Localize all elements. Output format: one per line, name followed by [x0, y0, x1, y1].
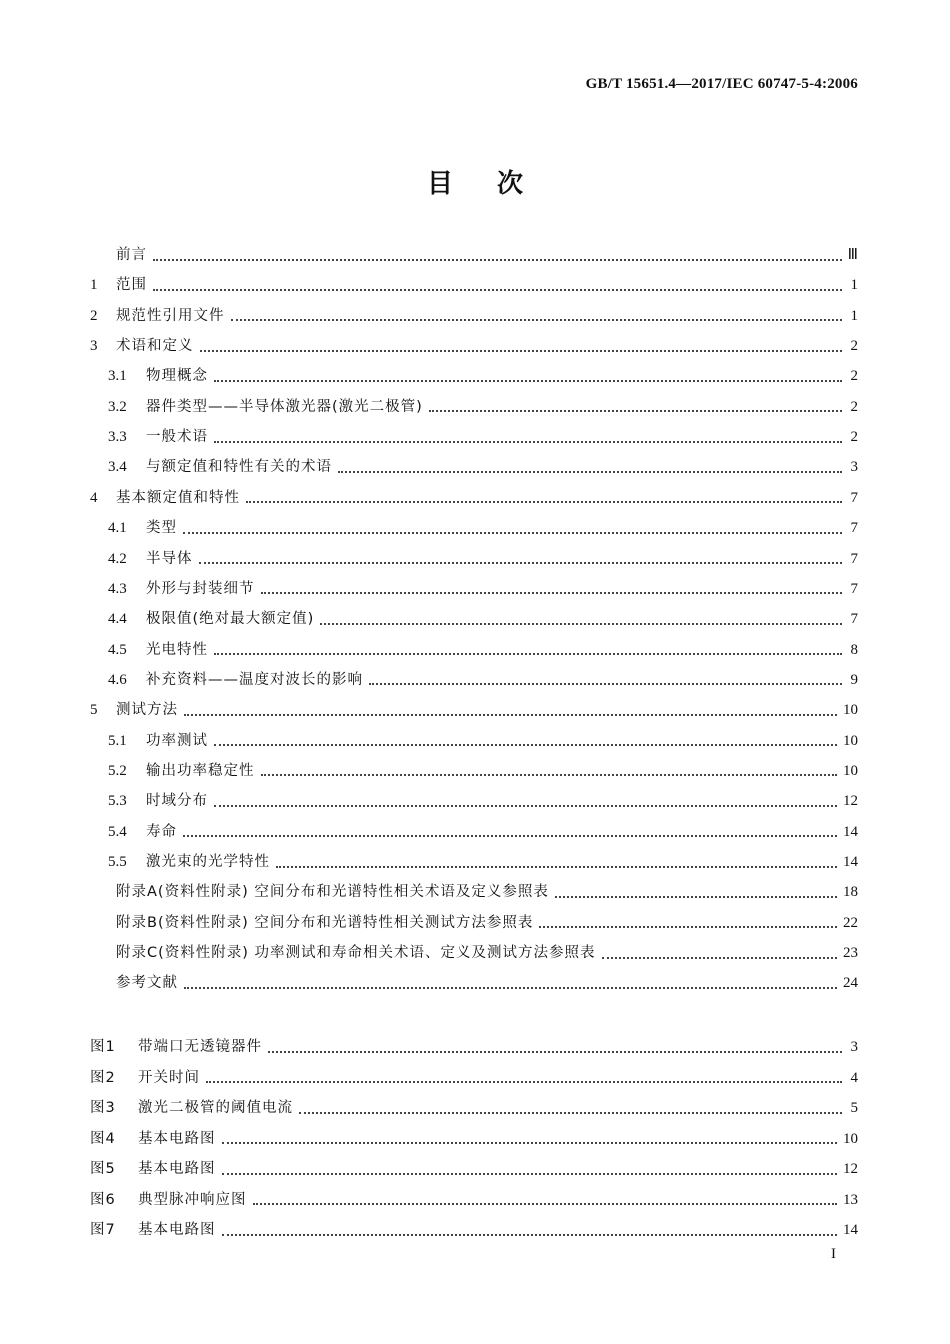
- toc-entry[interactable]: [90, 456, 858, 478]
- toc-entry-number: 5: [90, 702, 98, 719]
- dot-leader: [183, 531, 842, 534]
- figure-title: 基本电路图: [138, 1161, 216, 1177]
- figure-list-entry[interactable]: [90, 1067, 858, 1089]
- dot-leader: [153, 258, 842, 261]
- toc-entry-number: 5.3: [108, 793, 127, 810]
- toc-entry-label: 范围: [116, 277, 147, 294]
- figure-list-entry[interactable]: [90, 1158, 858, 1180]
- figure-number: 图6: [90, 1191, 116, 1208]
- toc-entry-page: 2: [850, 338, 858, 355]
- toc-entry-page: 9: [850, 671, 858, 688]
- dot-leader: [261, 773, 838, 776]
- toc-entry[interactable]: [90, 851, 858, 873]
- toc-entry-page: 24: [843, 975, 858, 992]
- figure-title: 激光二极管的阈值电流: [138, 1100, 293, 1116]
- toc-entry-label: 一般术语: [146, 429, 208, 446]
- dot-leader: [555, 895, 837, 898]
- toc-entry-page: Ⅲ: [847, 247, 858, 263]
- dot-leader: [214, 379, 842, 382]
- toc-entry[interactable]: [90, 487, 858, 509]
- figure-title: 开关时间: [138, 1069, 200, 1086]
- figure-title: 基本电路图: [138, 1130, 216, 1147]
- toc-entry-page: 1: [850, 277, 858, 294]
- figure-number: 图1: [90, 1039, 116, 1055]
- figure-list-entry[interactable]: [90, 1097, 858, 1119]
- figure-page: 4: [850, 1069, 858, 1086]
- toc-entry-page: 7: [850, 520, 858, 537]
- figure-title: 基本电路图: [138, 1222, 216, 1238]
- toc-entry-page: 22: [843, 914, 858, 931]
- toc-entry-page: 10: [843, 702, 858, 719]
- figure-list-entry[interactable]: [90, 1036, 858, 1058]
- dot-leader: [199, 561, 843, 564]
- toc-entry[interactable]: [90, 274, 858, 296]
- toc-entry[interactable]: [90, 578, 858, 600]
- toc-entry[interactable]: [90, 881, 858, 903]
- figure-number: 图4: [90, 1130, 116, 1147]
- dot-leader: [539, 925, 837, 928]
- toc-entry[interactable]: [90, 912, 858, 934]
- toc-entry-number: 4.5: [108, 641, 127, 658]
- toc-entry[interactable]: [90, 335, 858, 357]
- dot-leader: [184, 986, 837, 989]
- figure-page: 14: [843, 1222, 858, 1238]
- toc-entry-page: 10: [843, 732, 858, 749]
- toc-entry-label: 寿命: [146, 823, 177, 840]
- toc-entry-page: 2: [850, 368, 858, 385]
- dot-leader: [222, 1233, 838, 1236]
- toc-entry[interactable]: [90, 305, 858, 327]
- toc-entry-page: 7: [850, 611, 858, 628]
- toc-entry-number: 5.1: [108, 732, 127, 749]
- toc-entry[interactable]: [90, 730, 858, 752]
- toc-entry-label: 外形与封装细节: [146, 580, 255, 597]
- dot-leader: [231, 318, 843, 321]
- toc-entry-page: 7: [850, 489, 858, 506]
- toc-entry-number: 5.4: [108, 823, 127, 840]
- toc-entry-label: 术语和定义: [116, 338, 194, 355]
- toc-entry-page: 7: [850, 580, 858, 597]
- figure-number: 图5: [90, 1161, 116, 1177]
- toc-entry-page: 2: [850, 398, 858, 415]
- toc-entry[interactable]: [90, 244, 858, 266]
- figure-page: 12: [843, 1161, 858, 1177]
- toc-entry-page: 3: [850, 459, 858, 476]
- toc-entry-label: 补充资料——温度对波长的影响: [146, 671, 363, 688]
- dot-leader: [214, 440, 842, 443]
- toc-entry[interactable]: [90, 699, 858, 721]
- page-number: I: [831, 1246, 836, 1262]
- dot-leader: [214, 743, 837, 746]
- toc-entry-label: 物理概念: [146, 368, 208, 385]
- toc-entry-label: 与额定值和特性有关的术语: [146, 459, 332, 476]
- toc-entry[interactable]: [90, 942, 858, 964]
- toc-entry[interactable]: [90, 790, 858, 812]
- dot-leader: [369, 682, 842, 685]
- toc-entry-label: 参考文献: [116, 975, 178, 992]
- dot-leader: [261, 591, 843, 594]
- toc-entry-number: 5.2: [108, 762, 127, 779]
- dot-leader: [222, 1141, 838, 1144]
- toc-entry-label: 规范性引用文件: [116, 307, 225, 324]
- toc-entry[interactable]: [90, 669, 858, 691]
- dot-leader: [200, 349, 843, 352]
- toc-entry-page: 14: [843, 823, 858, 840]
- figure-page: 13: [843, 1191, 858, 1208]
- toc-entry-label: 基本额定值和特性: [116, 489, 240, 506]
- toc-entry-number: 5.5: [108, 854, 127, 870]
- figure-page: 3: [850, 1039, 858, 1055]
- dot-leader: [206, 1080, 842, 1083]
- toc-entry[interactable]: [90, 972, 858, 994]
- toc-entry-label: 前言: [116, 247, 147, 263]
- toc-entry[interactable]: [90, 426, 858, 448]
- toc-entry-number: 2: [90, 307, 98, 324]
- page-title: 目次: [426, 169, 567, 199]
- toc-entry-label: 附录C(资料性附录) 功率测试和寿命相关术语、定义及测试方法参照表: [116, 945, 596, 962]
- toc-entry-label: 附录A(资料性附录) 空间分布和光谱特性相关术语及定义参照表: [116, 884, 549, 901]
- toc-entry[interactable]: [90, 821, 858, 843]
- standard-code-header: GB/T 15651.4—2017/IEC 60747-5-4:2006: [585, 76, 858, 92]
- dot-leader: [153, 288, 842, 291]
- figure-number: 图3: [90, 1100, 116, 1116]
- toc-entry-number: 3: [90, 338, 98, 355]
- figure-page: 10: [843, 1130, 858, 1147]
- toc-entry-page: 12: [843, 793, 858, 810]
- dot-leader: [184, 713, 837, 716]
- toc-entry-number: 4.2: [108, 550, 127, 567]
- toc-entry-number: 4.1: [108, 520, 127, 537]
- toc-entry-number: 1: [90, 277, 98, 294]
- dot-leader: [268, 1050, 842, 1053]
- dot-leader: [320, 622, 842, 625]
- toc-entry[interactable]: [90, 608, 858, 630]
- toc-entry-label: 器件类型——半导体激光器(激光二极管): [146, 398, 423, 415]
- figure-number: 图7: [90, 1222, 116, 1238]
- dot-leader: [253, 1202, 838, 1205]
- dot-leader: [183, 834, 837, 837]
- toc-entry-page: 7: [850, 550, 858, 567]
- toc-entry-number: 4.3: [108, 580, 127, 597]
- toc-entry-number: 3.4: [108, 459, 127, 476]
- toc-entry[interactable]: [90, 517, 858, 539]
- dot-leader: [246, 500, 842, 503]
- toc-entry-number: 4: [90, 489, 98, 506]
- dot-leader: [299, 1111, 842, 1114]
- dot-leader: [602, 956, 837, 959]
- toc-entry-page: 23: [843, 945, 858, 962]
- toc-entry-label: 时域分布: [146, 793, 208, 810]
- figure-number: 图2: [90, 1069, 116, 1086]
- toc-entry-label: 功率测试: [146, 732, 208, 749]
- toc-entry[interactable]: [90, 548, 858, 570]
- figure-page: 5: [850, 1100, 858, 1116]
- toc-entry-page: 2: [850, 429, 858, 446]
- toc-entry-number: 4.4: [108, 611, 127, 628]
- toc-entry[interactable]: [90, 760, 858, 782]
- toc-entry-number: 3.2: [108, 398, 127, 415]
- figure-list-entry[interactable]: [90, 1189, 858, 1211]
- toc-entry-page: 18: [843, 884, 858, 901]
- toc-entry-page: 14: [843, 854, 858, 870]
- figure-list-entry[interactable]: [90, 1128, 858, 1150]
- toc-entry-label: 极限值(绝对最大额定值): [146, 611, 315, 628]
- dot-leader: [338, 470, 842, 473]
- toc-entry-label: 测试方法: [116, 702, 178, 719]
- dot-leader: [222, 1172, 838, 1175]
- toc-entry-number: 3.3: [108, 429, 127, 446]
- toc-entry[interactable]: [90, 365, 858, 387]
- toc-entry[interactable]: [90, 396, 858, 418]
- toc-entry-label: 激光束的光学特性: [146, 854, 270, 870]
- toc-entry-page: 1: [850, 307, 858, 324]
- dot-leader: [276, 865, 837, 868]
- toc-entry-page: 10: [843, 762, 858, 779]
- dot-leader: [214, 804, 837, 807]
- dot-leader: [214, 652, 842, 655]
- toc-entry-number: 4.6: [108, 671, 127, 688]
- figure-title: 带端口无透镜器件: [138, 1039, 262, 1055]
- figure-list-entry[interactable]: [90, 1219, 858, 1241]
- toc-entry-label: 附录B(资料性附录) 空间分布和光谱特性相关测试方法参照表: [116, 914, 534, 931]
- toc-entry-label: 半导体: [146, 550, 193, 567]
- toc-entry[interactable]: [90, 639, 858, 661]
- dot-leader: [429, 409, 842, 412]
- toc-entry-page: 8: [850, 641, 858, 658]
- toc-entry-number: 3.1: [108, 368, 127, 385]
- figure-title: 典型脉冲响应图: [138, 1191, 247, 1208]
- toc-entry-label: 光电特性: [146, 641, 208, 658]
- toc-entry-label: 类型: [146, 520, 177, 537]
- toc-entry-label: 输出功率稳定性: [146, 762, 255, 779]
